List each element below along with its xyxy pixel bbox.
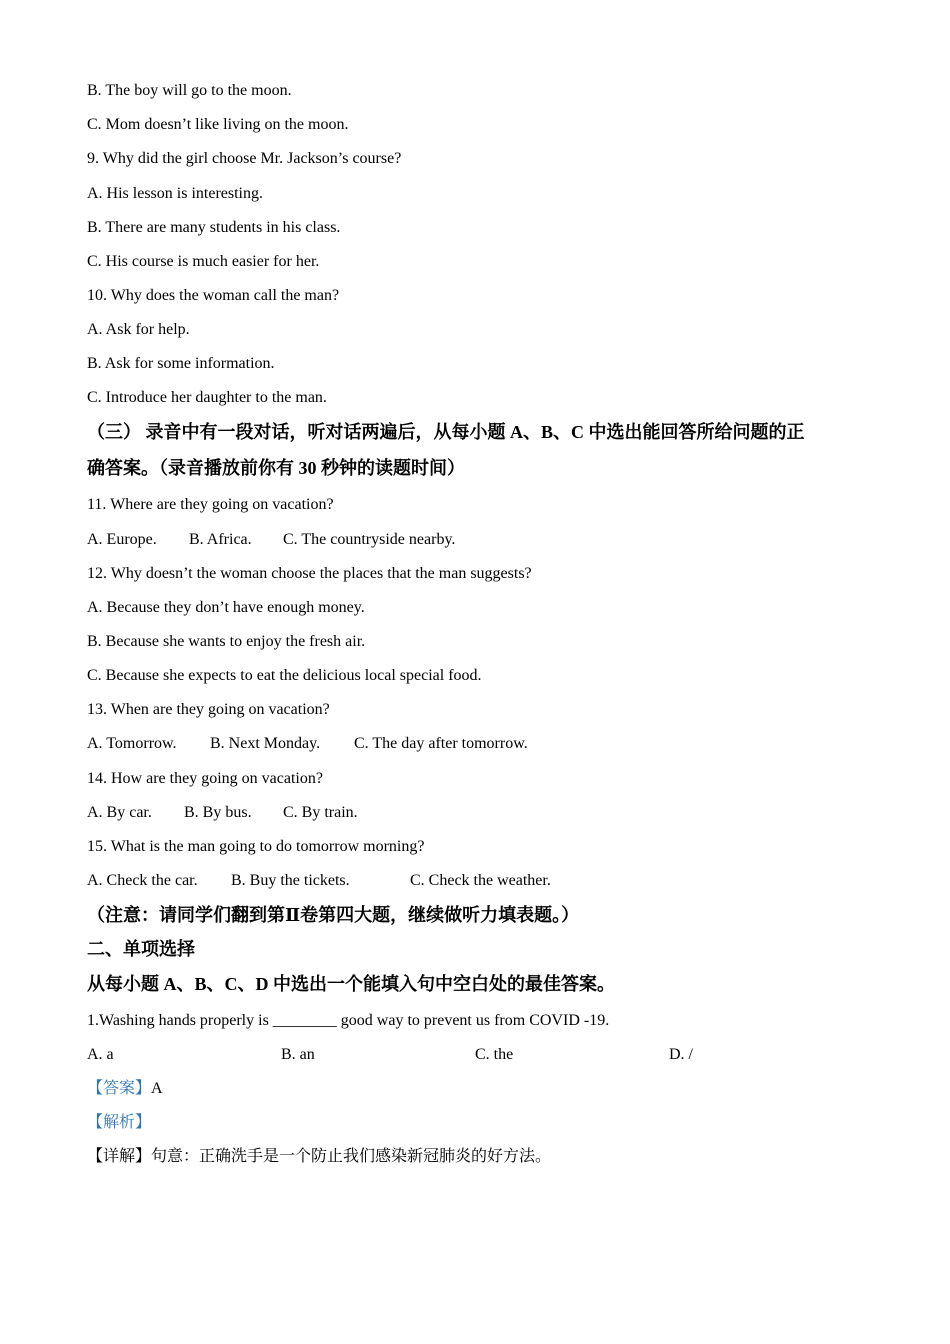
option-b: B. By bus. (184, 804, 252, 821)
question-9: 9. Why did the girl choose Mr. Jackson’s course? (87, 150, 402, 167)
option-c: C. Check the weather. (410, 872, 551, 889)
detail-line (87, 1147, 551, 1167)
option-c: C. The countryside nearby. (283, 531, 456, 548)
note-line: （注意：请同学们翻到第Ⅱ卷第四大题，继续做听力填表题。） (87, 905, 580, 925)
part-2-title: 二、单项选择 (87, 939, 195, 959)
detail-text: 句意：正确洗手是一个防止我们感染新冠肺炎的好方法。 (151, 1148, 552, 1165)
option-a: A. Europe. (87, 531, 157, 548)
option-line: B. There are many students in his class. (87, 219, 341, 236)
section-3-heading: （三） 录音中有一段对话，听对话两遍后，从每小题 A、B、C 中选出能回答所给问题的正 (87, 422, 805, 442)
option-line: C. Introduce her daughter to the man. (87, 389, 327, 406)
analysis-tag: 【解析】 (87, 1114, 152, 1131)
section-3-heading-cont: 确答案。（录音播放前你有 30 秒钟的读题时间） (87, 458, 465, 478)
question-10: 10. Why does the woman call the man? (87, 287, 340, 304)
option-line: C. Mom doesn’t like living on the moon. (87, 116, 349, 133)
option-a: A. a (87, 1046, 114, 1063)
question-1: 1.Washing hands properly is ________ good way to prevent us from COVID -19. (87, 1012, 610, 1029)
option-line: B. Ask for some information. (87, 355, 275, 372)
answer-tag: 【答案】 (87, 1080, 152, 1097)
option-line: B. Because she wants to enjoy the fresh air. (87, 633, 366, 650)
detail-tag: 【详解】 (87, 1148, 152, 1165)
option-line: C. His course is much easier for her. (87, 253, 320, 270)
option-c: C. By train. (283, 804, 358, 821)
option-b: B. Next Monday. (210, 735, 321, 752)
option-a: A. Check the car. (87, 872, 198, 889)
option-a: A. Tomorrow. (87, 735, 177, 752)
question-13: 13. When are they going on vacation? (87, 701, 330, 718)
option-c: C. The day after tomorrow. (354, 735, 528, 752)
option-line: C. Because she expects to eat the delicious local special food. (87, 667, 482, 684)
analysis-line (87, 1113, 151, 1133)
question-15: 15. What is the man going to do tomorrow morning? (87, 838, 425, 855)
option-b: B. an (281, 1046, 315, 1063)
option-b: B. Africa. (189, 531, 252, 548)
option-b: B. Buy the tickets. (231, 872, 350, 889)
option-line: A. Ask for help. (87, 321, 190, 338)
option-line: A. His lesson is interesting. (87, 185, 263, 202)
option-line: B. The boy will go to the moon. (87, 82, 292, 99)
option-d: D. / (669, 1046, 693, 1063)
option-line: A. Because they don’t have enough money. (87, 599, 365, 616)
answer-line (87, 1079, 163, 1099)
part-2-instructions: 从每小题 A、B、C、D 中选出一个能填入句中空白处的最佳答案。 (87, 974, 616, 994)
option-c: C. the (475, 1046, 514, 1063)
option-a: A. By car. (87, 804, 152, 821)
answer-value: A (151, 1080, 163, 1097)
question-12: 12. Why doesn’t the woman choose the places that the man suggests? (87, 565, 532, 582)
question-14: 14. How are they going on vacation? (87, 770, 323, 787)
question-11: 11. Where are they going on vacation? (87, 496, 334, 513)
